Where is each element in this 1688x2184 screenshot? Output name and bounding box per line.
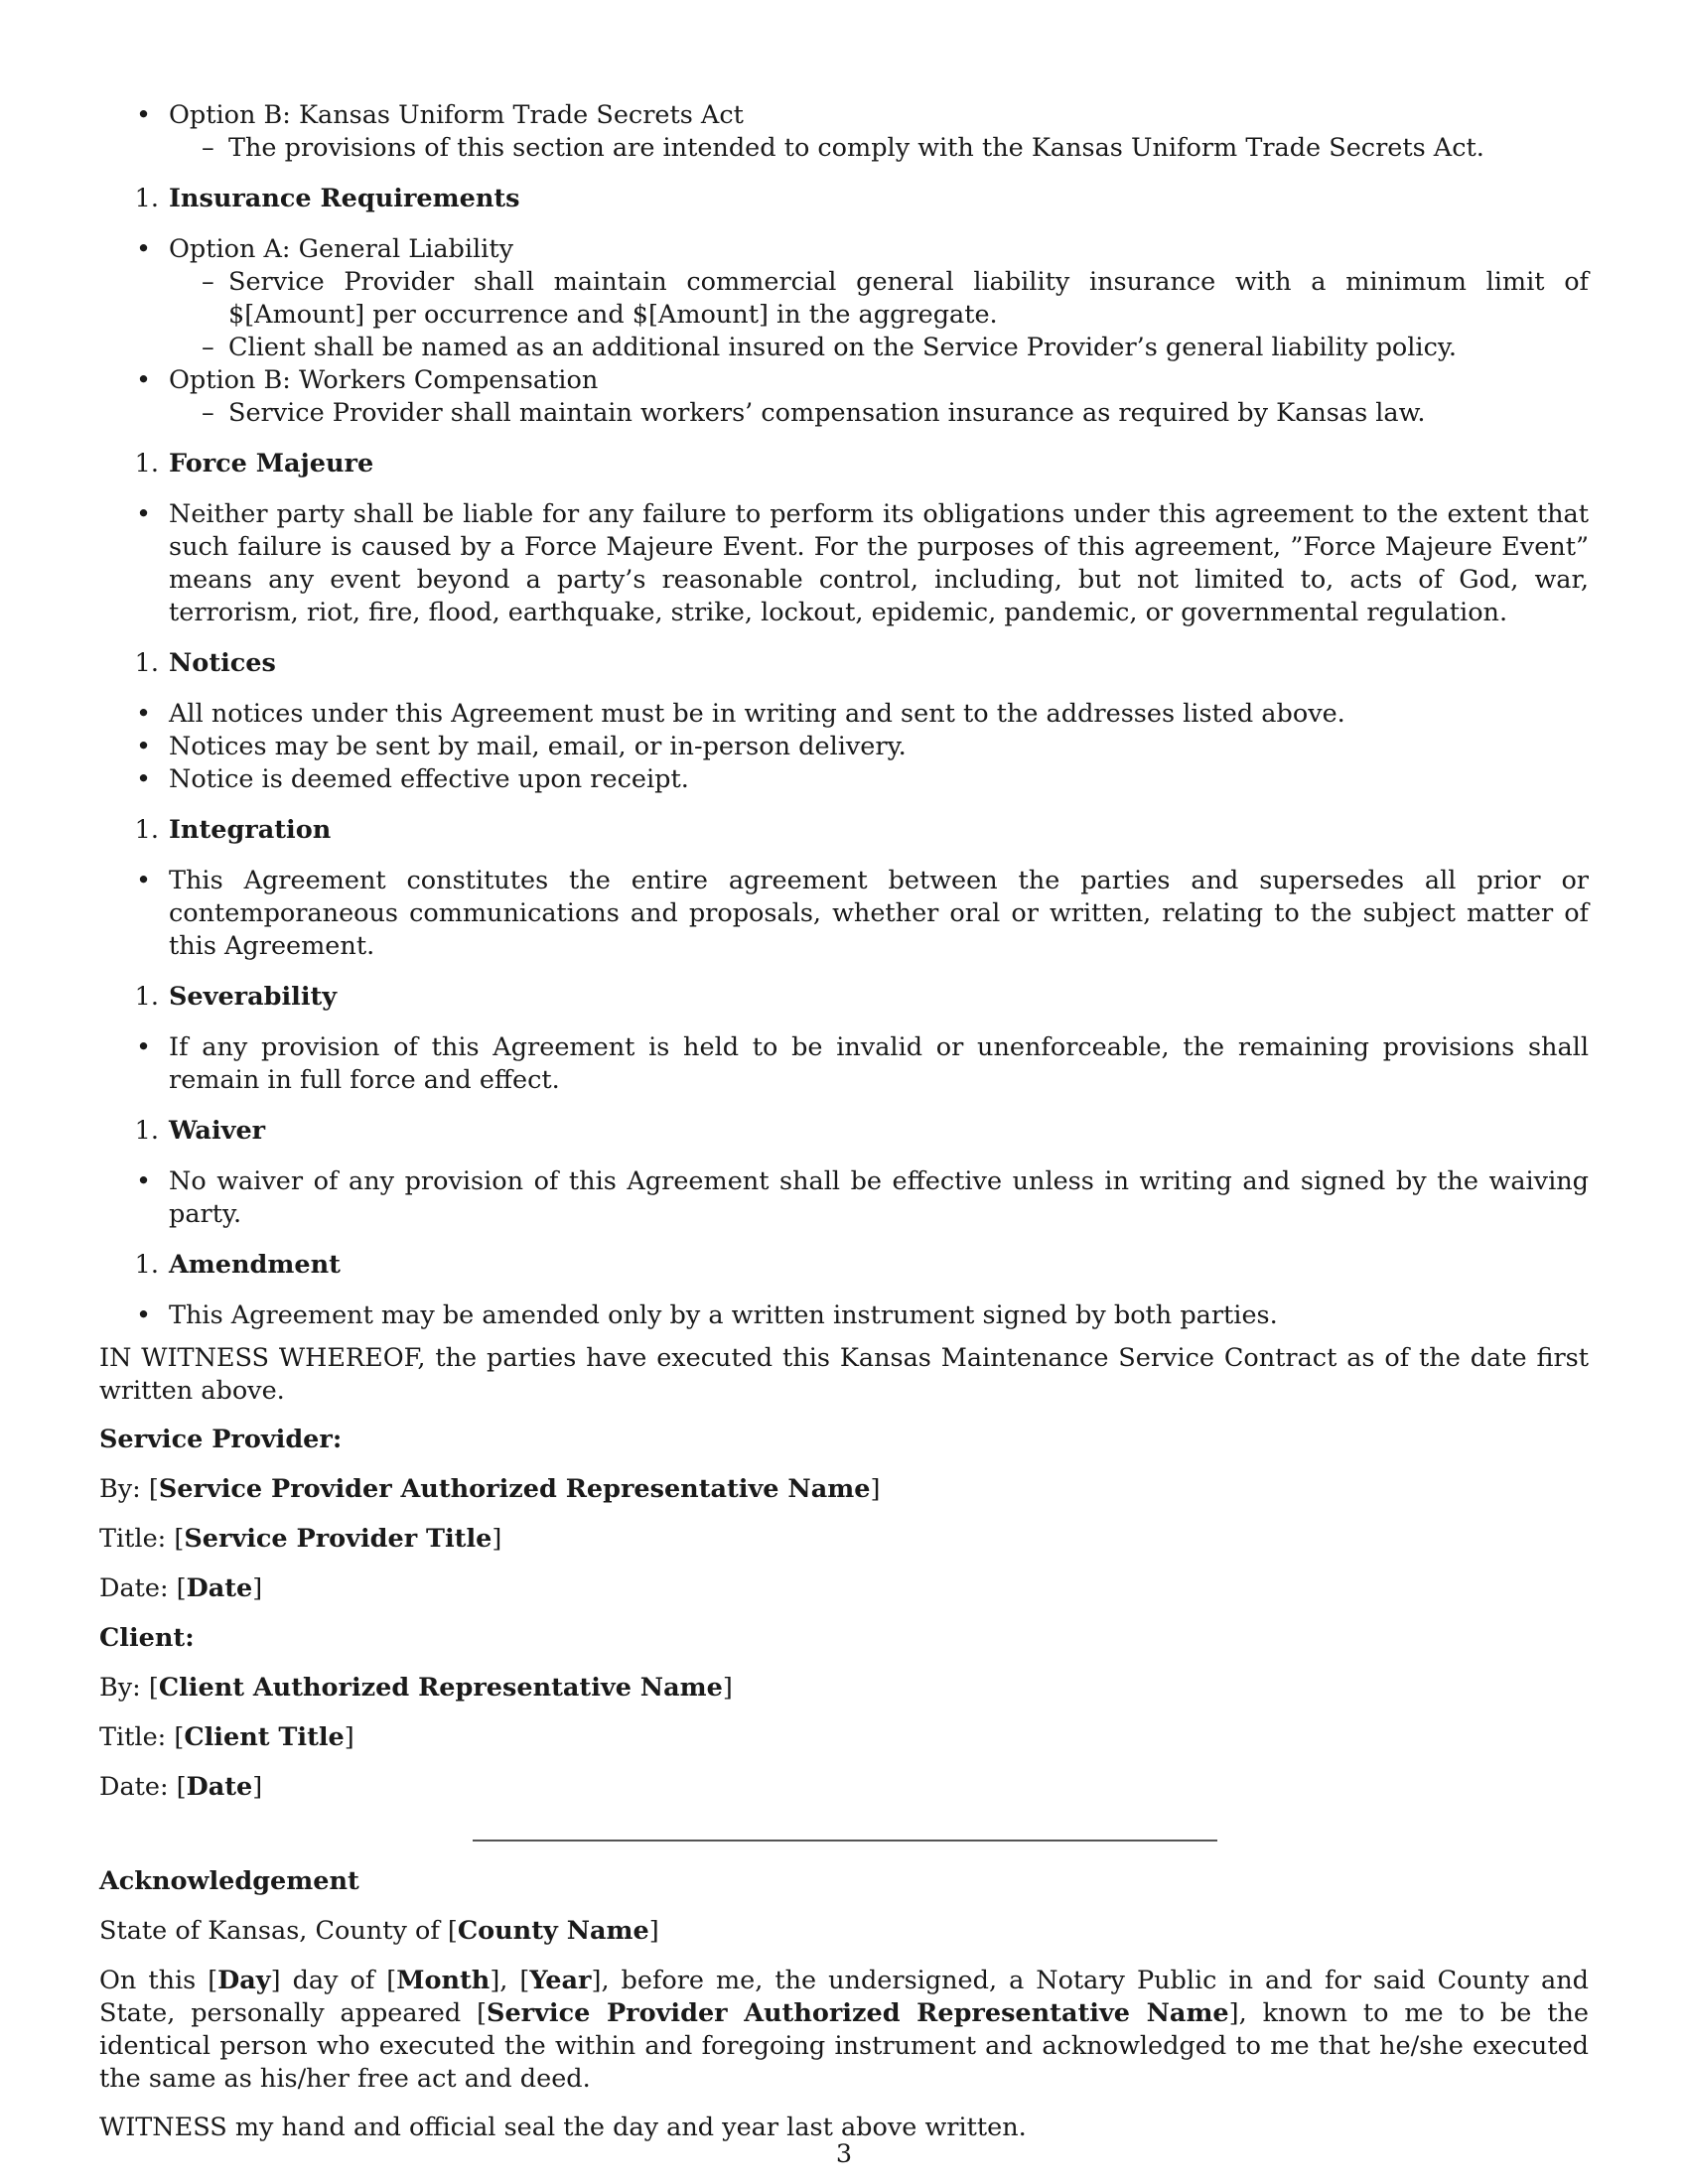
section-heading-waiver: 1. Waiver: [134, 1116, 266, 1146]
acknowledgement-paragraph: On this [Day] day of [Month], [Year], before me, the undersigned, a Notary Public in and for said County and State, personally appeared [Service Provider Authorized Representative Name], known to me to be the identical person who executed the within and foregoing instrument and acknowledged to me that he/she executed the same as his/her free act and deed.: [99, 1966, 1589, 2094]
list-item: • Notices may be sent by mail, email, or in-person delivery.: [99, 731, 1589, 763]
list-item: – Client shall be named as an additional insured on the Service Provider’s general liability policy.: [169, 332, 1589, 364]
section-heading-severability: 1. Severability: [134, 982, 338, 1012]
acknowledgement-heading: Acknowledgement: [99, 1866, 359, 1896]
list-item: – Service Provider shall maintain workers’ compensation insurance as required by Kansas law.: [169, 397, 1589, 430]
force-majeure-list: [99, 498, 1589, 629]
insurance-list: [99, 233, 1589, 430]
list-item: • No waiver of any provision of this Agreement shall be effective unless in writing and signed by the waiving party.: [99, 1165, 1589, 1231]
section-heading-amendment: 1. Amendment: [134, 1250, 341, 1280]
section-heading-integration: 1. Integration: [134, 815, 332, 845]
service-provider-heading: Service Provider:: [99, 1425, 343, 1454]
list-item: • Notice is deemed effective upon receipt.: [99, 763, 1589, 796]
list-item: – Service Provider shall maintain commercial general liability insurance with a minimum limit of $[Amount] per occurrence and $[Amount] in the aggregate.: [169, 266, 1589, 332]
list-item: • Option A: General Liability – Service Provider shall maintain commercial general liability insurance with a minimum limit of $[Amount] per occurrence and $[Amount] in the aggregate. – Client shall be named as an additional insured on the Service Provider’s general liability policy.: [99, 233, 1589, 364]
section-heading-notices: 1. Notices: [134, 648, 276, 678]
client-heading: Client:: [99, 1623, 195, 1653]
severability-list: [99, 1031, 1589, 1097]
waiver-list: [99, 1165, 1589, 1231]
section-heading-force-majeure: 1. Force Majeure: [134, 449, 374, 478]
list-item: • This Agreement constitutes the entire agreement between the parties and supersedes all prior or contemporaneous communications and proposals, whether oral or written, relating to the subject matter of this Agreement.: [99, 865, 1589, 963]
service-provider-by-line: By: [Service Provider Authorized Representative Name]: [99, 1474, 881, 1504]
horizontal-divider: [473, 1840, 1217, 1842]
acknowledgement-state-line: State of Kansas, County of [County Name]: [99, 1916, 659, 1946]
client-date-line: Date: [Date]: [99, 1772, 263, 1802]
section-heading-insurance: 1. Insurance Requirements: [134, 184, 520, 213]
list-item: • Neither party shall be liable for any failure to perform its obligations under this agreement to the extent that such failure is caused by a Force Majeure Event. For the purposes of this agreement, ”Force Majeure Event” means any event beyond a party’s reasonable control, including, but not limited to, acts of God, war, terrorism, riot, fire, flood, earthquake, strike, lockout, epidemic, pandemic, or governmental regulation.: [99, 498, 1589, 629]
list-item: • This Agreement may be amended only by a written instrument signed by both parties.: [99, 1299, 1589, 1332]
client-by-line: By: [Client Authorized Representative Name]: [99, 1673, 733, 1703]
list-item: • All notices under this Agreement must be in writing and sent to the addresses listed above.: [99, 698, 1589, 731]
amendment-list: [99, 1299, 1589, 1332]
page-number: 3: [835, 2139, 853, 2169]
client-title-line: Title: [Client Title]: [99, 1722, 354, 1752]
integration-list: [99, 865, 1589, 963]
service-provider-date-line: Date: [Date]: [99, 1573, 263, 1603]
list-item: • If any provision of this Agreement is held to be invalid or unenforceable, the remaining provisions shall remain in full force and effect.: [99, 1031, 1589, 1097]
document-page: [99, 99, 1589, 2160]
acknowledgement-witness-line: WITNESS my hand and official seal the day and year last above written.: [99, 2113, 1027, 2142]
list-item: • Option B: Workers Compensation – Service Provider shall maintain workers’ compensation insurance as required by Kansas law.: [99, 364, 1589, 430]
list-item: – The provisions of this section are intended to comply with the Kansas Uniform Trade Secrets Act.: [169, 132, 1589, 165]
notices-list: [99, 698, 1589, 796]
witness-paragraph: IN WITNESS WHEREOF, the parties have executed this Kansas Maintenance Service Contract as of the date first written above.: [99, 1343, 1589, 1406]
list-item: • Option B: Kansas Uniform Trade Secrets Act – The provisions of this section are intended to comply with the Kansas Uniform Trade Secrets Act.: [99, 99, 1589, 165]
trade-secrets-option-list: [99, 99, 1589, 165]
service-provider-title-line: Title: [Service Provider Title]: [99, 1524, 502, 1554]
